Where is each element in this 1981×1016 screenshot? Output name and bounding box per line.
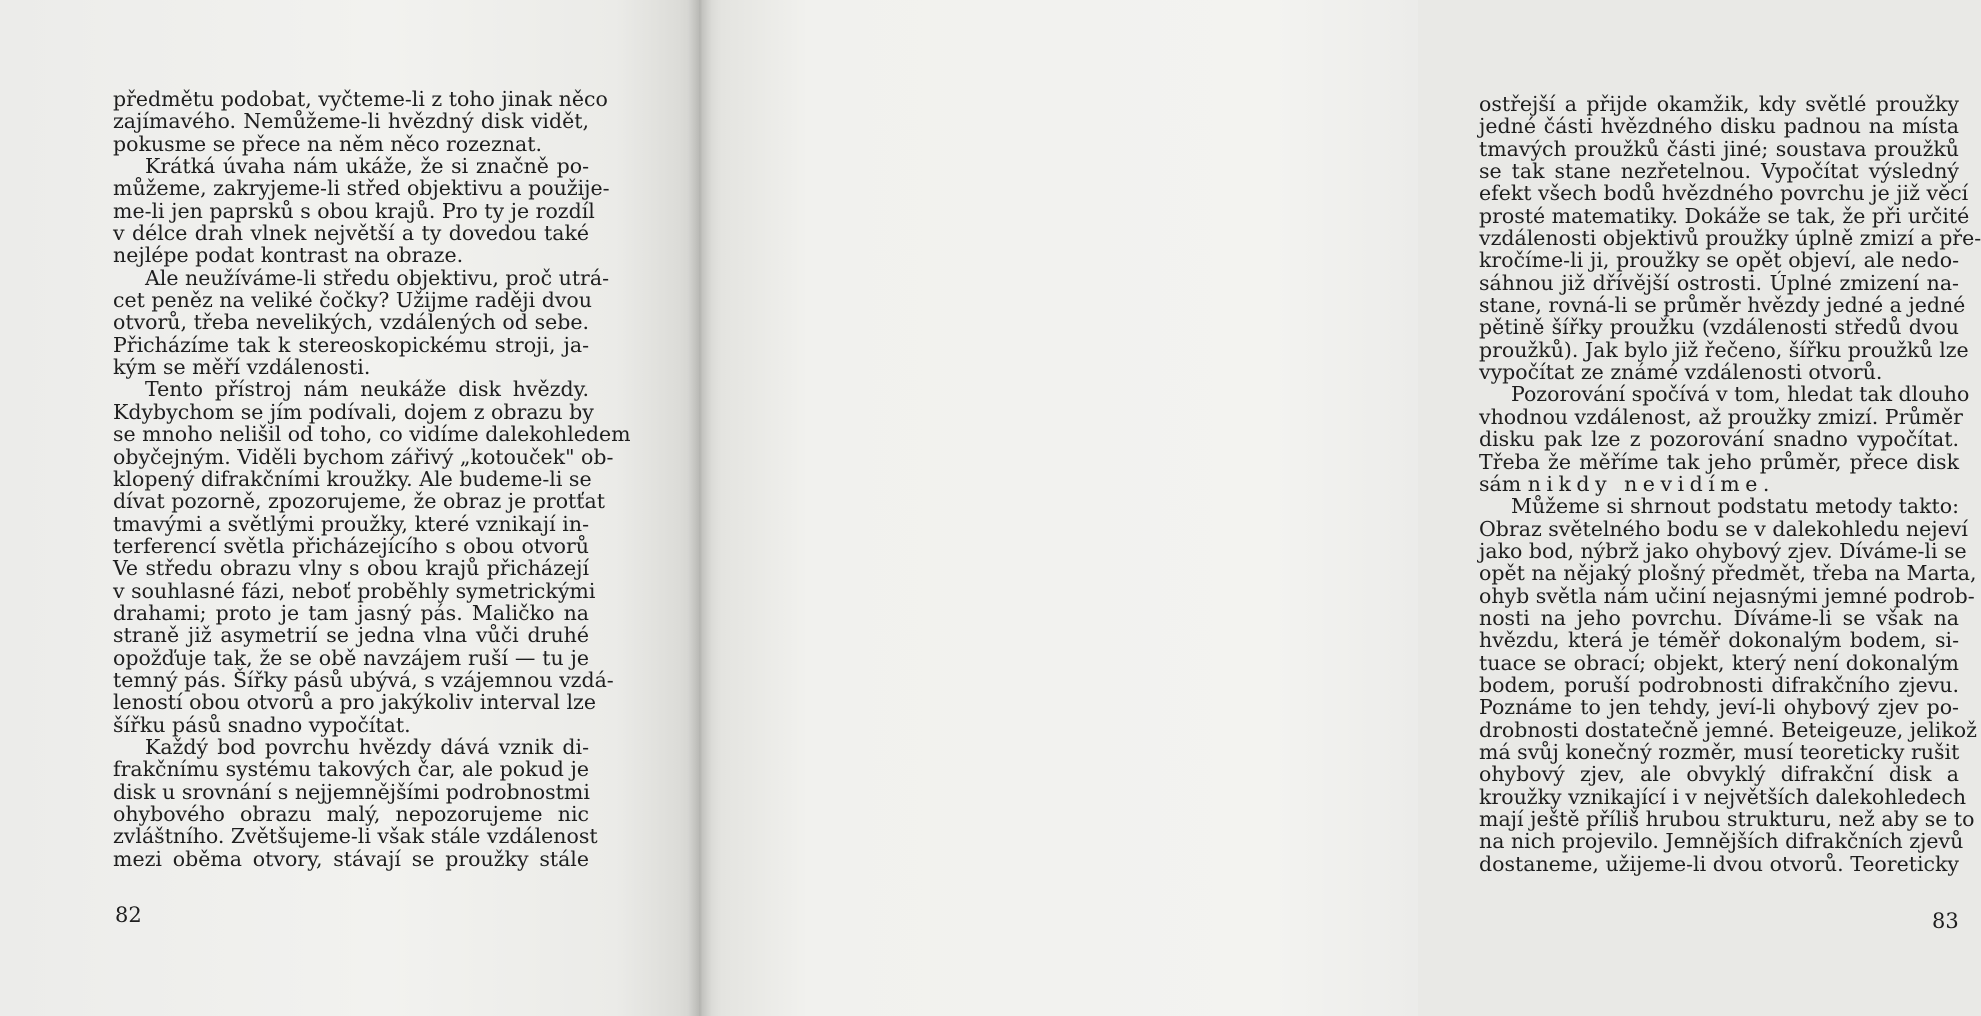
- text-line: ohyb světla nám učiní nejasnými jemné podrob-: [1479, 583, 1975, 608]
- text-line: opět na nějaký plošný předmět, třeba na Marta,: [1479, 561, 1977, 586]
- text-line: mají ještě příliš hrubou strukturu, než aby se to: [1479, 807, 1975, 831]
- right-page-text: [1479, 92, 1981, 876]
- text-line: zvláštního. Zvětšujeme-li však stále vzdálenost: [113, 824, 598, 849]
- text-line: prosté matematiky. Dokáže se tak, že při určité: [1479, 203, 1970, 228]
- text-line: sáhnou již dřívější ostrosti. Úplné zmizení na-: [1479, 270, 1959, 295]
- text-line: ohybový zjev, ale obvyklý difrakční disk a: [1479, 762, 1959, 787]
- text-line: Můžeme si shrnout podstatu metody takto:: [1511, 494, 1959, 519]
- emphasized-text: nikdy nevidíme.: [1527, 471, 1775, 496]
- text-line: vzdálenosti objektivů proužky úplně zmizí a pře-: [1479, 226, 1981, 251]
- text-line: Ve středu obrazu vlny s obou krajů přicházejí: [113, 556, 589, 581]
- text-line: můžeme, zakryjeme-li střed objektivu a použije-: [113, 176, 610, 201]
- text-line: Pozorování spočívá v tom, hledat tak dlouho: [1511, 382, 1970, 407]
- text-line: se mnoho nelišil od toho, co vidíme dalekohledem: [113, 422, 631, 447]
- text-line: cet peněz na veliké čočky? Užijme raději dvou: [113, 288, 592, 313]
- text-line: Poznáme to jen tehdy, jeví-li ohybový zjev po-: [1479, 695, 1959, 720]
- text-line: kým se měří vzdálenosti.: [113, 355, 371, 380]
- text-line: mezi oběma otvory, stávají se proužky stále: [113, 846, 589, 871]
- text-line: dívat pozorně, zpozorujeme, že obraz je protťat: [113, 489, 605, 514]
- book-gutter: [688, 0, 712, 1016]
- text-line: stane, rovná-li se průměr hvězdy jedné a jedné: [1479, 293, 1966, 318]
- text-line: Ale neužíváme-li středu objektivu, proč utrá-: [145, 265, 610, 290]
- text-line: Obraz světelného bodu se v dalekohledu nejeví: [1479, 516, 1968, 541]
- text-line: drobnosti dostatečně jemné. Beteigeuze, jelikož: [1479, 717, 1977, 742]
- page-number-left: 82: [115, 903, 142, 927]
- text-line: Tento přístroj nám neukáže disk hvězdy.: [145, 377, 589, 402]
- text-line: me-li jen paprsků s obou krajů. Pro ty je rozdíl: [113, 198, 595, 223]
- text-line: vypočítat ze známé vzdálenosti otvorů.: [1479, 360, 1883, 385]
- text-line: terferencí světla přicházejícího s obou otvorů: [113, 533, 589, 558]
- text-line: Kdybychom se jím podívali, dojem z obrazu by: [113, 399, 594, 424]
- right-page: [700, 0, 1981, 1016]
- text-line: zajímavého. Nemůžeme-li hvězdný disk vidět,: [113, 109, 589, 134]
- text-line: kročíme-li ji, proužky se opět objeví, ale nedo-: [1479, 248, 1959, 273]
- left-page-text: [113, 87, 631, 871]
- page-number-right: 83: [1932, 909, 1959, 933]
- text-line: Třeba že měříme tak jeho průměr, přece disk: [1479, 449, 1959, 474]
- text-line: na nich projevilo. Jemnějších difrakčních zjevů: [1479, 829, 1964, 854]
- text-line: leností obou otvorů a pro jakýkoliv interval lze: [113, 690, 596, 715]
- text-line: [1479, 473, 1959, 495]
- text-line: ostřejší a přijde okamžik, kdy světlé proužky: [1479, 92, 1959, 116]
- text-line: frakčnímu systému takových čar, ale pokud je: [113, 757, 589, 782]
- text-line: otvorů, třeba nevelikých, vzdálených od sebe.: [113, 310, 589, 335]
- text-line: disk u srovnání s nejjemnějšími podrobnostmi: [113, 779, 590, 804]
- left-page: [0, 0, 700, 1016]
- text-line: pokusme se přece na něm něco rozeznat.: [113, 131, 543, 156]
- text-line: jako bod, nýbrž jako ohybový zjev. Díváme-li se: [1479, 538, 1967, 563]
- text-line: proužků). Jak bylo již řečeno, šířku proužků lze: [1479, 337, 1969, 362]
- text-line: tmavými a světlými proužky, které vznikají in-: [113, 511, 589, 536]
- text-line: temný pás. Šířky pásů ubývá, s vzájemnou vzdá-: [113, 667, 614, 692]
- text-line: má svůj konečný rozměr, musí teoreticky rušit: [1479, 739, 1960, 764]
- text-line: straně již asymetrií se jedna vlna vůči druhé: [113, 623, 589, 648]
- text-line: Každý bod povrchu hvězdy dává vznik di-: [145, 734, 589, 759]
- text-line: kroužky vznikající i v největších dalekohledech: [1479, 784, 1967, 809]
- text-line: disku pak lze z pozorování snadno vypočítat.: [1479, 427, 1959, 452]
- text-line: pětině šířky proužku (vzdálenosti středů dvou: [1479, 315, 1959, 340]
- text-line: nosti na jeho povrchu. Díváme-li se však na: [1479, 605, 1959, 630]
- text-line: tuace se obrací; objekt, který není dokonalým: [1479, 650, 1959, 675]
- text-line: předmětu podobat, vyčteme-li z toho jinak něco: [113, 87, 608, 111]
- text-line: v souhlasné fázi, neboť proběhly symetrickými: [113, 578, 596, 603]
- text-line: obyčejným. Viděli bychom zářivý „kotouček" ob-: [113, 444, 614, 469]
- text-line: vhodnou vzdálenost, až proužky zmizí. Průměr: [1479, 404, 1963, 429]
- text-line: hvězdu, která je téměř dokonalým bodem, si-: [1479, 628, 1959, 653]
- text-line: bodem, poruší podrobnosti difrakčního zjevu.: [1479, 672, 1959, 697]
- text-line: klopený difrakčními kroužky. Ale budeme-li se: [113, 466, 592, 491]
- text-line: dostaneme, užijeme-li dvou otvorů. Teoreticky: [1479, 851, 1959, 876]
- text-line: efekt všech bodů hvězdného povrchu je již věcí: [1479, 181, 1969, 206]
- text-line: v délce drah vlnek největší a ty dovedou také: [113, 221, 589, 246]
- text-line: se tak stane nezřetelnou. Vypočítat výsledný: [1479, 159, 1959, 184]
- text-line: drahami; proto je tam jasný pás. Maličko na: [113, 600, 589, 625]
- text-line: šířku pásů snadno vypočítat.: [113, 712, 411, 737]
- text-segment: sám: [1479, 471, 1528, 496]
- text-line: Přicházíme tak k stereoskopickému stroji, ja-: [113, 332, 589, 357]
- text-line: jedné části hvězdného disku padnou na místa: [1479, 114, 1959, 139]
- text-line: opožďuje tak, že se obě navzájem ruší — tu je: [113, 645, 589, 670]
- text-line: tmavých proužků části jiné; soustava proužků: [1479, 136, 1959, 161]
- text-line: nejlépe podat kontrast na obraze.: [113, 243, 464, 268]
- text-line: ohybového obrazu malý, nepozorujeme nic: [113, 802, 589, 826]
- text-line: Krátká úvaha nám ukáže, že si značně po-: [145, 154, 589, 179]
